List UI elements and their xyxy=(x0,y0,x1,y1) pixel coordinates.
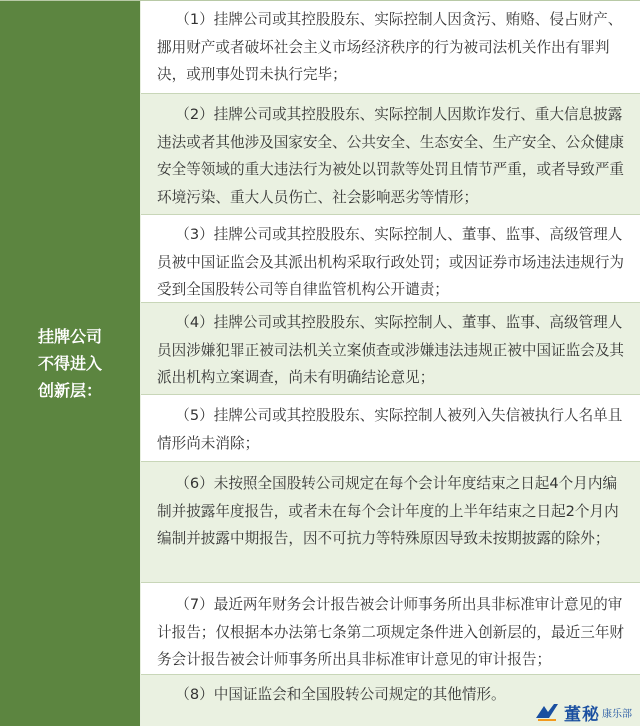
criteria-heading: 挂牌公司不得进入创新层： xyxy=(38,327,103,400)
criteria-heading-cell xyxy=(0,1,141,726)
criteria-item-2: （2）挂牌公司或其控股股东、实际控制人因欺诈发行、重大信息披露违法或者其他涉及国家安全、公共安全、生态安全、生产安全、公众健康安全等领域的重大违法行为被处以罚款等处罚且情节严重，或者导致严重环境污染、重大人员伤亡、社会影响恶劣等情形； xyxy=(141,94,640,215)
criteria-item-3: （3）挂牌公司或其控股股东、实际控制人、董事、监事、高级管理人员被中国证监会及其派出机构采取行政处罚；或因证券市场违法违规行为受到全国股转公司等自律监管机构公开谴责； xyxy=(141,215,640,303)
criteria-item-8: （8）中国证监会和全国股转公司规定的其他情形。 xyxy=(141,675,640,726)
watermark-logo-icon xyxy=(534,702,560,722)
watermark-subtext: 康乐部 xyxy=(602,708,632,720)
criteria-list xyxy=(141,1,640,726)
watermark xyxy=(534,700,632,724)
criteria-item-5: （5）挂牌公司或其控股股东、实际控制人被列入失信被执行人名单且情形尚未消除； xyxy=(141,395,640,462)
criteria-item-7: （7）最近两年财务会计报告被会计师事务所出具非标准审计意见的审计报告；仅根据本办法第七条第二项规定条件进入创新层的，最近三年财务会计报告被会计师事务所出具非标准审计意见的审计报告； xyxy=(141,583,640,675)
criteria-item-1: （1）挂牌公司或其控股股东、实际控制人因贪污、贿赂、侵占财产、挪用财产或者破坏社会主义市场经济秩序的行为被司法机关作出有罪判决，或刑事处罚未执行完毕； xyxy=(141,1,640,94)
criteria-item-6: （6）未按照全国股转公司规定在每个会计年度结束之日起4个月内编制并披露年度报告，或者未在每个会计年度的上半年结束之日起2个月内编制并披露中期报告，因不可抗力等特殊原因导致未按期披露的除外； xyxy=(141,462,640,583)
watermark-text: 董秘 xyxy=(564,704,600,725)
criteria-item-4: （4）挂牌公司或其控股股东、实际控制人、董事、监事、高级管理人员因涉嫌犯罪正被司法机关立案侦查或涉嫌违法违规正被中国证监会及其派出机构立案调查，尚未有明确结论意见； xyxy=(141,303,640,395)
